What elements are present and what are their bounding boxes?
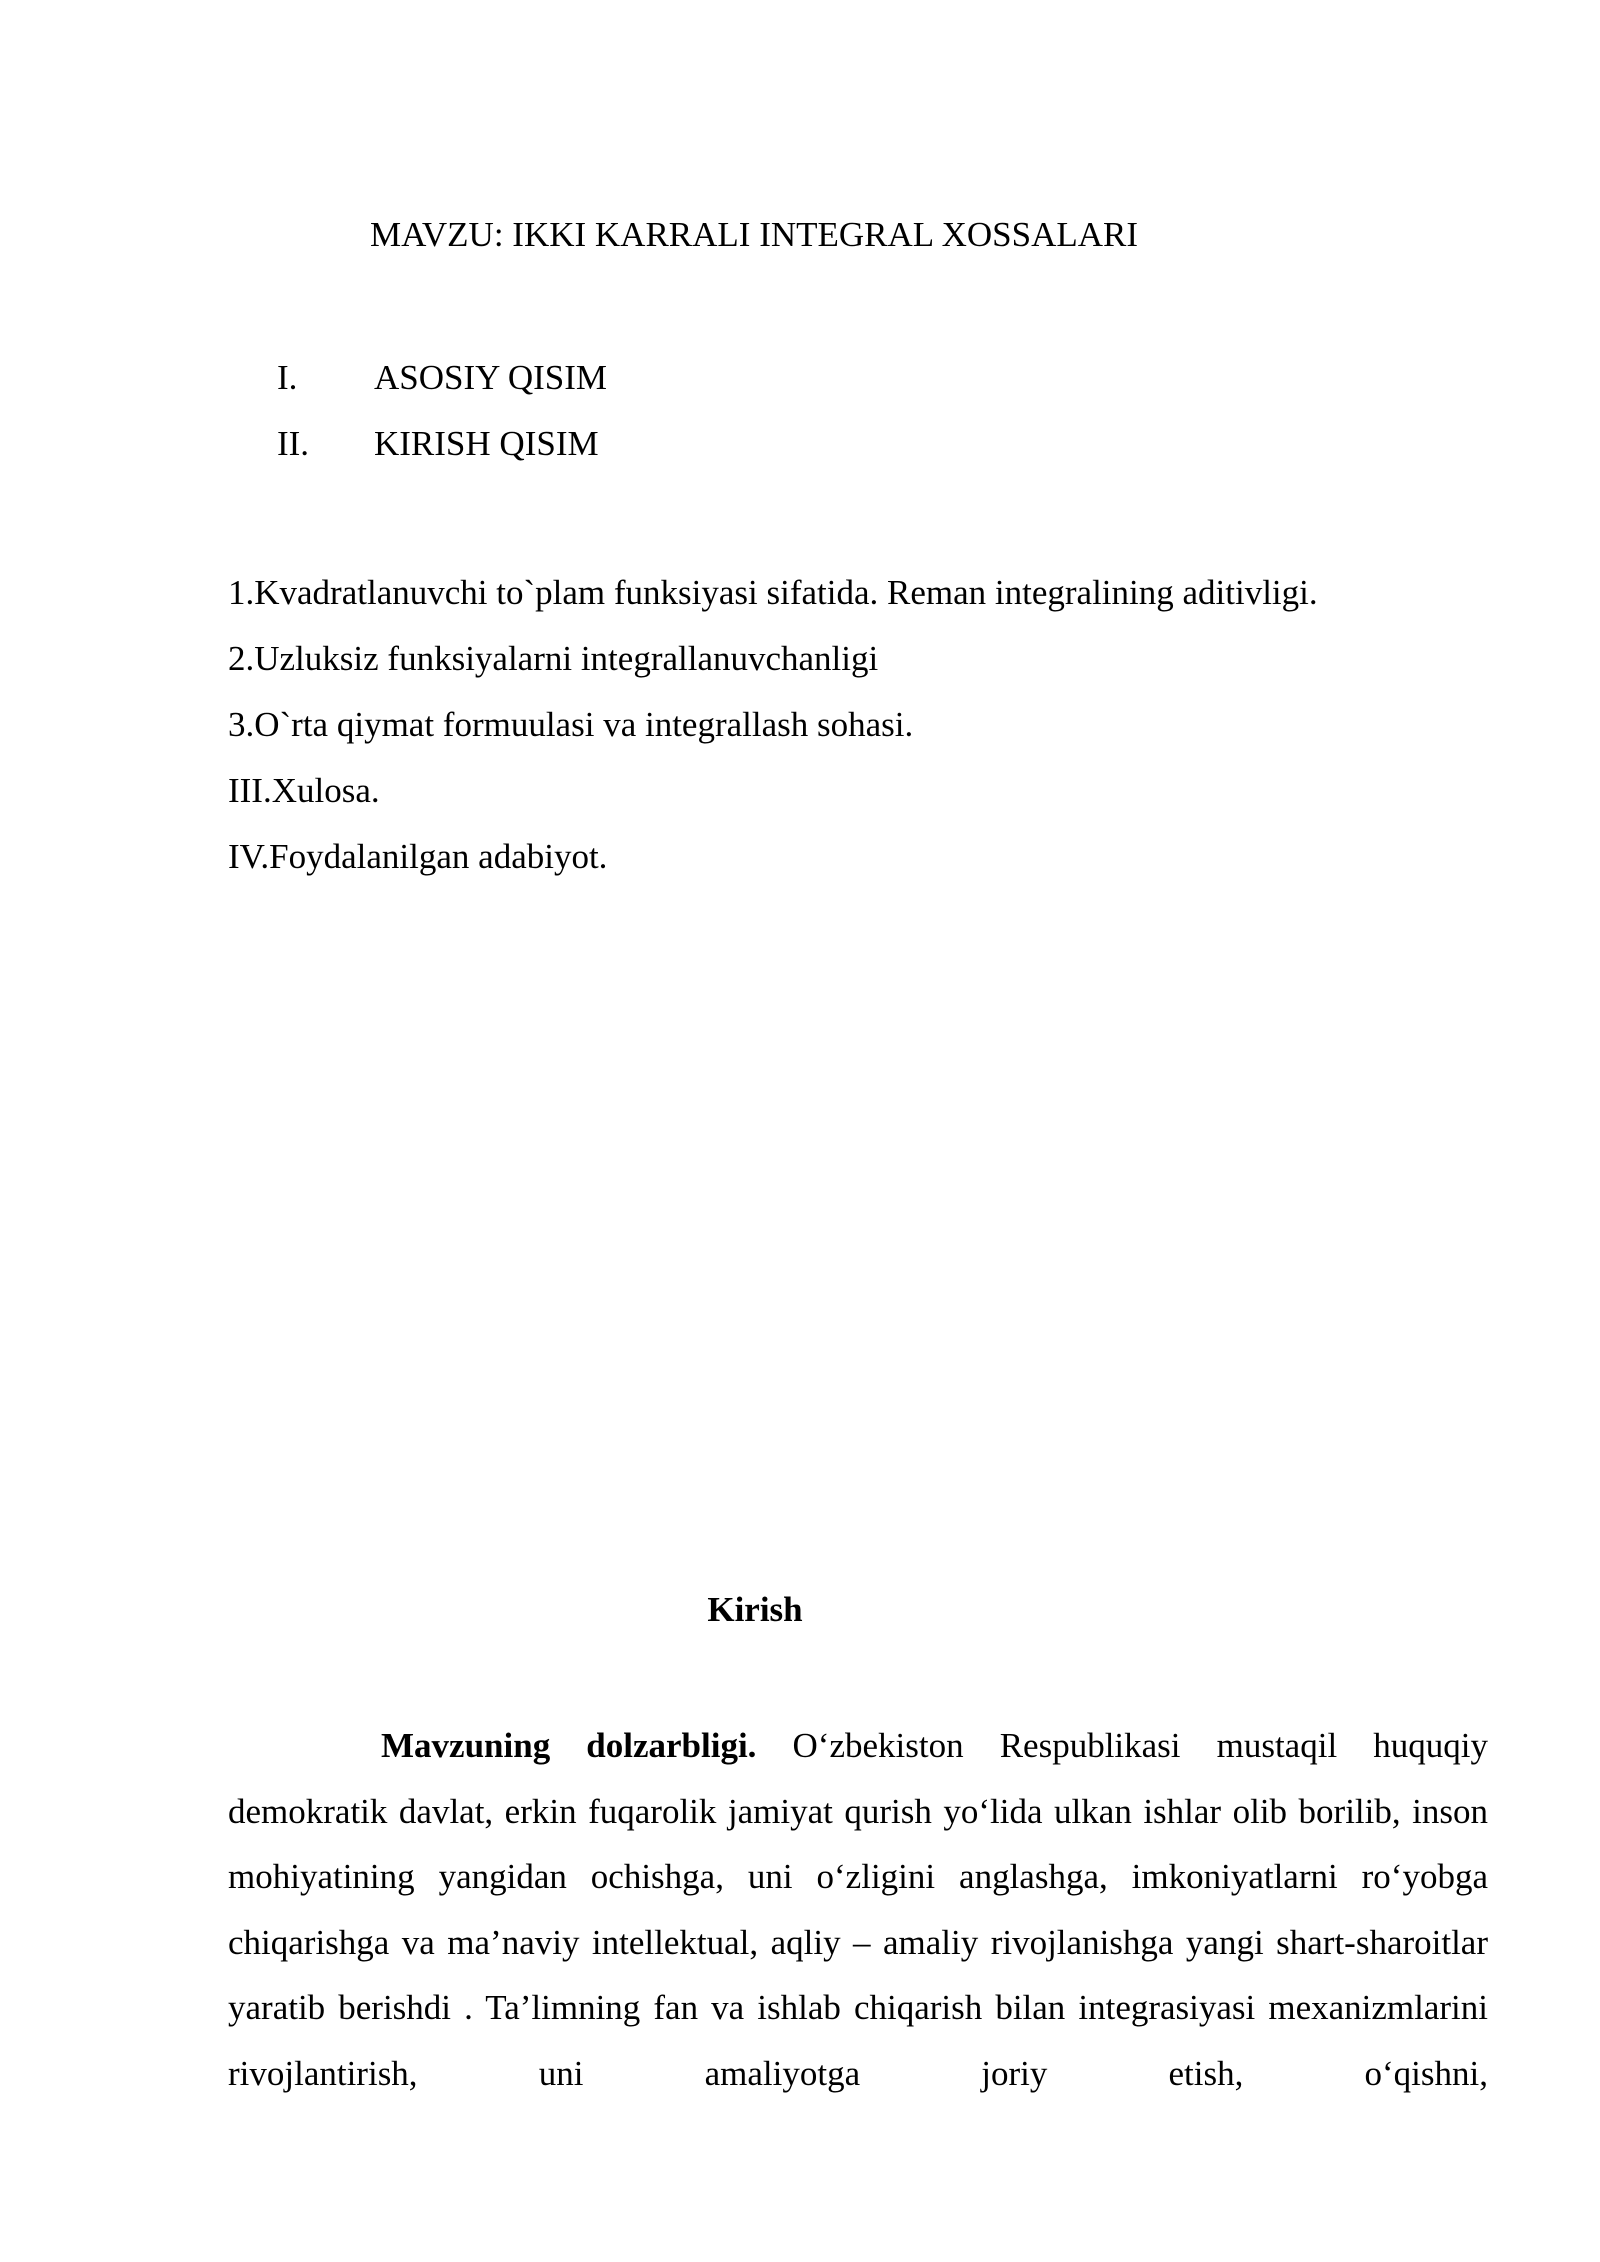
section-heading: Kirish xyxy=(707,1590,803,1629)
paragraph-text: O‘zbekiston Respublikasi mustaqil huquqiy demokratik davlat, erkin fuqarolik jamiyat qurish yo‘lida ulkan ishlar olib borilib, inson mohiyatining yangidan ochishga, uni o‘zligini anglashga, imkoniyatlarni ro‘yobga chiqarishga va ma’naviy intellektual, aqliy – amaliy rivojlanishga yangi shart-sharoitlar yaratib berishdi . Ta’limning fan va ishlab chiqarish bilan integrasiyasi mexanizmlarini rivojlantirish, uni amaliyotga joriy etish, o‘qishni, xyxy=(228,1726,1488,2093)
outline-list xyxy=(277,345,607,477)
outline-number: I. xyxy=(277,358,298,397)
paragraph-lead: Mavzuning dolzarbligi. xyxy=(381,1726,757,1765)
outline-label: KIRISH QISIM xyxy=(374,424,599,463)
outline-number: II. xyxy=(277,424,310,463)
document-title: MAVZU: IKKI KARRALI INTEGRAL XOSSALARI xyxy=(370,215,1139,254)
contents-item: 3.O`rta qiymat formuulasi va integrallash sohasi. xyxy=(228,705,914,744)
outline-label: ASOSIY QISIM xyxy=(374,358,608,397)
contents-item: IV.Foydalanilgan adabiyot. xyxy=(228,837,608,876)
outline-item xyxy=(277,345,607,411)
contents-item: 2.Uzluksiz funksiyalarni integrallanuvchanligi xyxy=(228,639,879,678)
contents-list xyxy=(228,560,1318,890)
outline-item xyxy=(277,411,607,477)
contents-item: III.Xulosa. xyxy=(228,771,380,810)
body-paragraph xyxy=(228,1713,1488,2106)
contents-item: 1.Kvadratlanuvchi to`plam funksiyasi sifatida. Reman integralining aditivligi. xyxy=(228,573,1318,612)
